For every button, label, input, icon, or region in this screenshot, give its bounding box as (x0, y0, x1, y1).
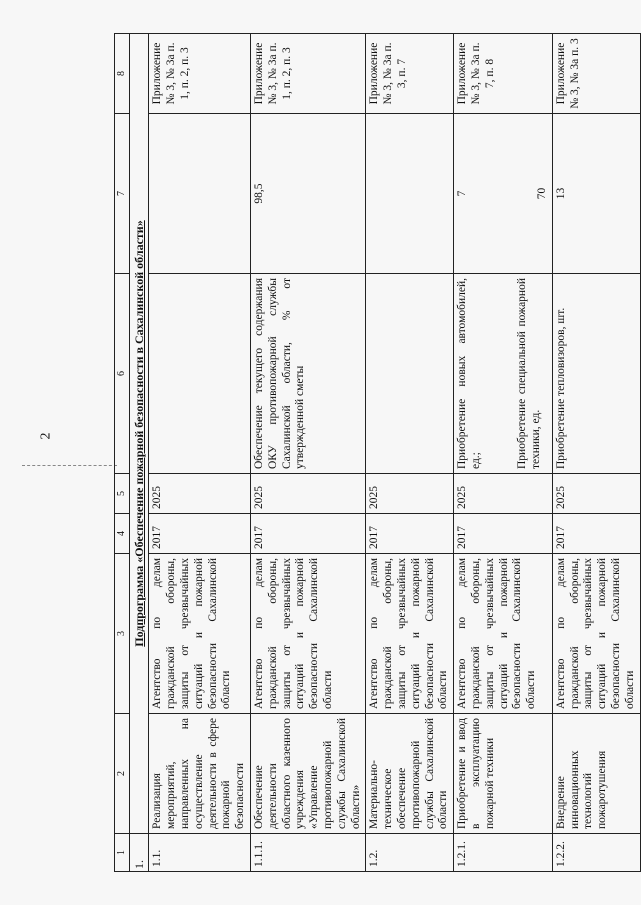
scan-dash-line (22, 465, 117, 466)
indicator-cell (149, 274, 251, 474)
header-cell: 3 (115, 554, 130, 714)
end-year-cell: 2025 (454, 474, 553, 514)
value-cell (366, 114, 454, 274)
row-number: 1.1.1. (250, 834, 365, 872)
end-year-cell: 2025 (149, 474, 251, 514)
indicator-cell (366, 274, 454, 474)
value-cell (454, 114, 553, 274)
row-number: 1.1. (149, 834, 251, 872)
event-cell: Внедрение инновационных технологий пожаротушения (552, 714, 640, 834)
executor-cell: Агентство по делам гражданской обороны, защиты от чрезвычайных ситуаций и пожарной безопасности Сахалинской области (366, 554, 454, 714)
appendix-cell: Приложение № 3, № 3а п. 1, п. 2, п. 3 (149, 34, 251, 114)
header-cell: 1 (115, 834, 130, 872)
header-cell: 2 (115, 714, 130, 834)
start-year-cell: 2017 (250, 514, 365, 554)
row-number: 1.2. (366, 834, 454, 872)
header-cell: 5 (115, 474, 130, 514)
executor-cell: Агентство по делам гражданской обороны, защиты от чрезвычайных ситуаций и пожарной безопасности Сахалинской области (149, 554, 251, 714)
value-cell: 13 (552, 114, 640, 274)
appendix-cell: Приложение № 3, № 3а п. 3, п. 7 (366, 34, 454, 114)
value-cell (149, 114, 251, 274)
subprogram-table (114, 33, 641, 872)
appendix-cell: Приложение № 3, № 3а п. 7, п. 8 (454, 34, 553, 114)
header-cell: 4 (115, 514, 130, 554)
end-year-cell: 2025 (250, 474, 365, 514)
end-year-cell: 2025 (552, 474, 640, 514)
value-line: 7 (456, 190, 469, 197)
subprogram-title: Подпрограмма «Обеспечение пожарной безопасности в Сахалинской области» (130, 34, 149, 834)
start-year-cell: 2017 (149, 514, 251, 554)
rotated-table-wrapper (114, 34, 636, 872)
end-year-cell: 2025 (366, 474, 454, 514)
appendix-cell: Приложение № 3, № 3а п. 1, п. 2, п. 3 (250, 34, 365, 114)
indicator-line: Приобретение новых автомобилей, ед.; (456, 278, 482, 469)
table-row (552, 34, 640, 872)
row-number: 1.2.1. (454, 834, 553, 872)
table-row (149, 34, 251, 872)
table-row (366, 34, 454, 872)
header-cell: 6 (115, 274, 130, 474)
start-year-cell: 2017 (552, 514, 640, 554)
appendix-cell: Приложение № 3, № 3а п. 3 (552, 34, 640, 114)
subprogram-row (130, 34, 149, 872)
executor-cell: Агентство по делам гражданской обороны, защиты от чрезвычайных ситуаций и пожарной безопасности Сахалинской области (552, 554, 640, 714)
indicator-cell: Приобретение тепловизоров, шт. (552, 274, 640, 474)
executor-cell: Агентство по делам гражданской обороны, защиты от чрезвычайных ситуаций и пожарной безопасности Сахалинской области (454, 554, 553, 714)
start-year-cell: 2017 (366, 514, 454, 554)
value-cell: 98,5 (250, 114, 365, 274)
indicator-line: Приобретение специальной пожарной техники, ед. (515, 278, 542, 469)
start-year-cell: 2017 (454, 514, 553, 554)
header-cell: 8 (115, 34, 130, 114)
event-cell: Обеспечение деятельности областного казенного учреждения «Управление противопожарной службы Сахалинской области» (250, 714, 365, 834)
table-row (250, 34, 365, 872)
header-cell: 7 (115, 114, 130, 274)
executor-cell: Агентство по делам гражданской обороны, защиты от чрезвычайных ситуаций и пожарной безопасности Сахалинской области (250, 554, 365, 714)
table-row (454, 34, 553, 872)
subprogram-number: 1. (130, 834, 149, 872)
event-cell: Материально-техническое обеспечение противопожарной службы Сахалинской области (366, 714, 454, 834)
event-cell: Приобретение и ввод в эксплуатацию пожарной техники (454, 714, 553, 834)
event-cell: Реализация мероприятий, направленных на осуществление деятельности в сфере пожарной безопасности (149, 714, 251, 834)
header-row (115, 34, 130, 872)
value-line: 70 (535, 187, 548, 200)
row-number: 1.2.2. (552, 834, 640, 872)
indicator-cell: Обеспечение текущего содержания ОКУ противопожарной службы Сахалинской области, % от утвержденной сметы (250, 274, 365, 474)
indicator-cell (454, 274, 553, 474)
page-number: 2 (38, 432, 54, 440)
